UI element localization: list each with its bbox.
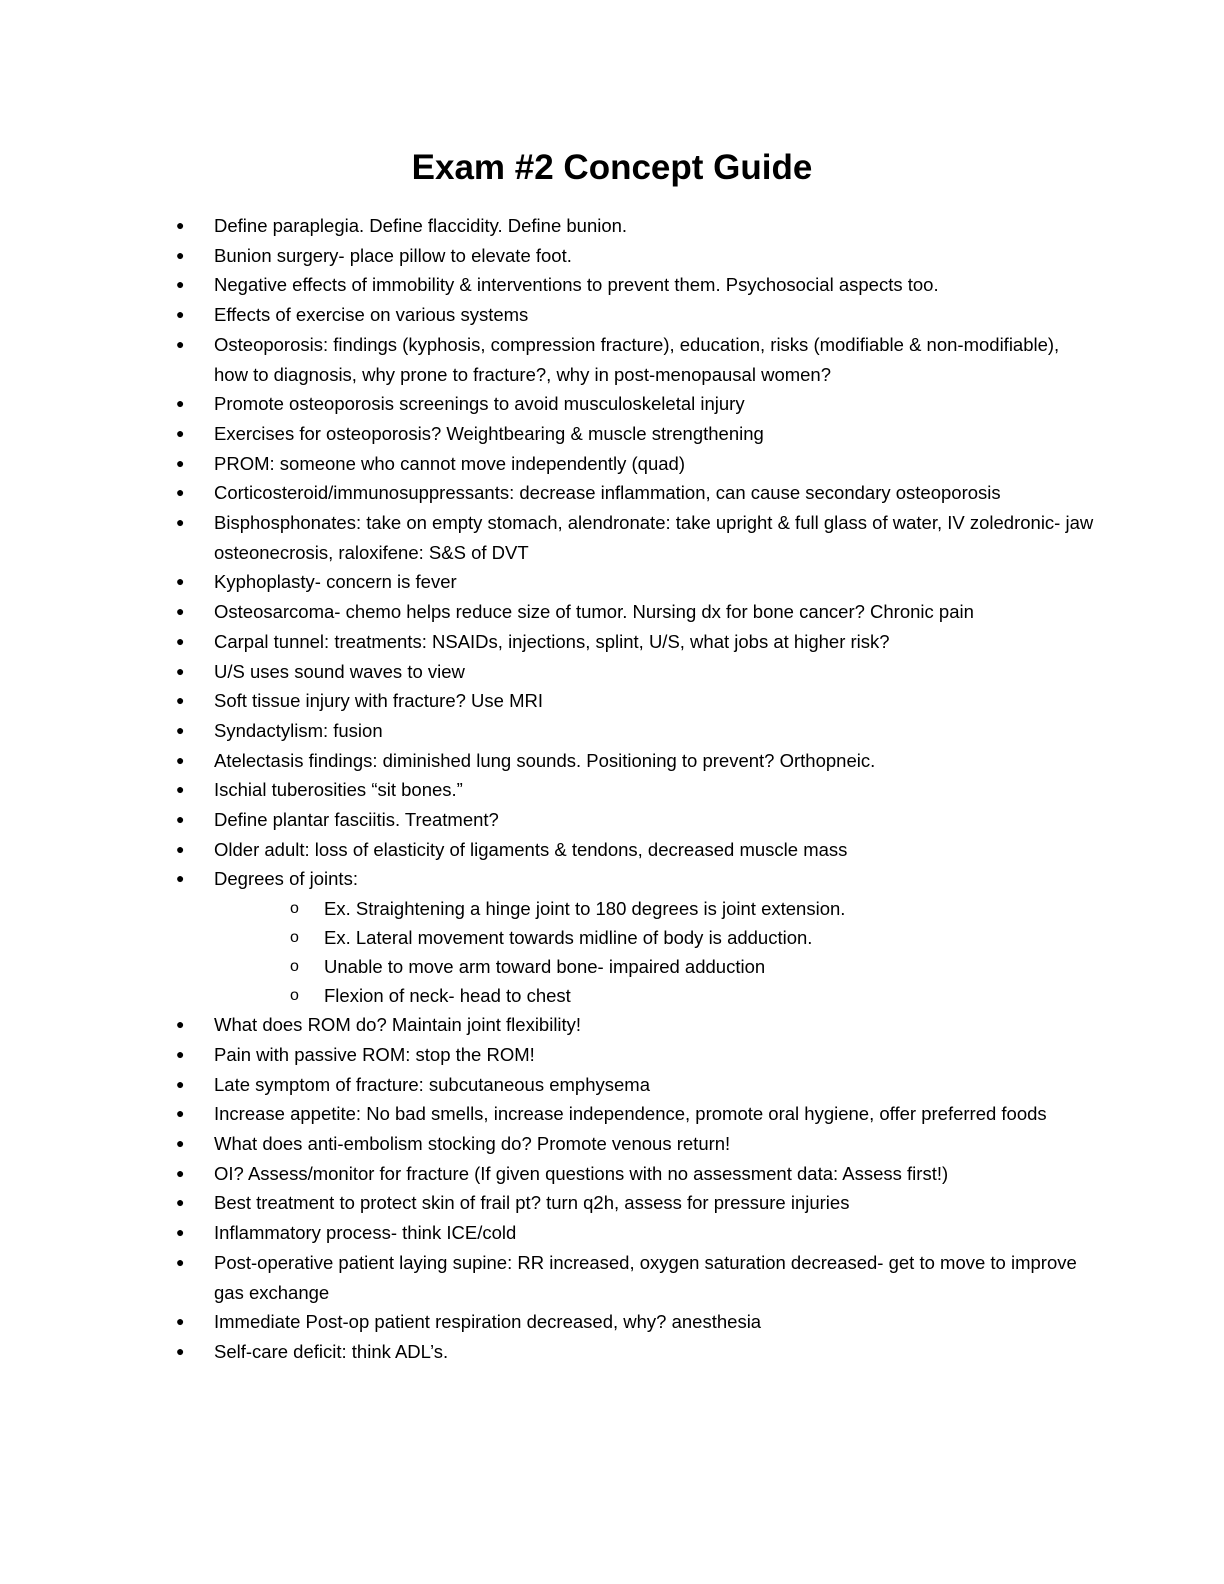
bullet-icon: ● xyxy=(176,1134,185,1151)
list-item-text: Soft tissue injury with fracture? Use MRI xyxy=(214,690,543,712)
list-item-text: Syndactylism: fusion xyxy=(214,719,383,741)
list-item xyxy=(176,657,1096,687)
list-item xyxy=(176,835,1096,865)
list-item xyxy=(176,627,1096,657)
bullet-icon: ● xyxy=(176,514,185,531)
sub-bullet-icon: o xyxy=(290,987,299,1005)
list-item-text: Effects of exercise on various systems xyxy=(214,304,529,326)
list-item-text: Corticosteroid/immunosuppressants: decrease inflammation, can cause secondary osteoporosis xyxy=(214,482,1001,504)
bullet-icon: ● xyxy=(176,1045,185,1062)
list-item xyxy=(176,1188,1096,1218)
list-item-text: PROM: someone who cannot move independently (quad) xyxy=(214,452,685,474)
bullet-icon: ● xyxy=(176,692,185,709)
bullet-icon: ● xyxy=(176,1313,185,1330)
list-item xyxy=(176,508,1096,567)
bullet-icon: ● xyxy=(176,811,185,828)
list-item xyxy=(176,775,1096,805)
sublist-item-text: Unable to move arm toward bone- impaired adduction xyxy=(324,956,766,978)
bullet-icon: ● xyxy=(176,840,185,857)
list-item xyxy=(176,597,1096,627)
bullet-icon: ● xyxy=(176,276,185,293)
list-item-text: Inflammatory process- think ICE/cold xyxy=(214,1222,517,1244)
bullet-icon: ● xyxy=(176,1075,185,1092)
bullet-icon: ● xyxy=(176,751,185,768)
bullet-icon: ● xyxy=(176,1253,185,1270)
sublist-item-text: Flexion of neck- head to chest xyxy=(324,985,571,1007)
list-item-text: Define paraplegia. Define flaccidity. Define bunion. xyxy=(214,215,628,236)
list-item xyxy=(176,270,1096,300)
list-item-text: Ischial tuberosities “sit bones.” xyxy=(214,779,463,801)
bullet-icon: ● xyxy=(176,1105,185,1122)
list-item-text: Osteoporosis: findings (kyphosis, compression fracture), education, risks (modifiable & non-modifiable), how to diagnosis, why prone to fracture?, why in post-menopausal women? xyxy=(214,333,1060,385)
list-item xyxy=(176,1159,1096,1189)
list-item xyxy=(176,241,1096,271)
list-item xyxy=(176,1337,1096,1367)
bullet-icon: ● xyxy=(176,454,185,471)
bullet-icon: ● xyxy=(176,573,185,590)
list-item xyxy=(176,1040,1096,1070)
bullet-icon: ● xyxy=(176,603,185,620)
bullet-icon: ● xyxy=(176,246,185,263)
list-item xyxy=(176,1099,1096,1129)
bullet-icon: ● xyxy=(176,306,185,323)
list-item xyxy=(176,478,1096,508)
list-item-text: Osteosarcoma- chemo helps reduce size of tumor. Nursing dx for bone cancer? Chronic pain xyxy=(214,601,974,623)
list-item-text: Degrees of joints: xyxy=(214,868,358,890)
list-item xyxy=(176,419,1096,449)
bullet-icon: ● xyxy=(176,424,185,441)
bullet-icon: ● xyxy=(176,721,185,738)
list-item-text: Exercises for osteoporosis? Weightbearing & muscle strengthening xyxy=(214,422,764,444)
list-item xyxy=(176,1010,1096,1040)
list-item-text: OI? Assess/monitor for fracture (If given questions with no assessment data: Assess first!) xyxy=(214,1162,949,1184)
bullet-icon: ● xyxy=(176,1194,185,1211)
concept-list xyxy=(176,211,1096,1367)
list-item-text: Promote osteoporosis screenings to avoid musculoskeletal injury xyxy=(214,393,745,415)
bullet-icon: ● xyxy=(176,1342,185,1359)
bullet-icon: ● xyxy=(176,1016,185,1033)
list-item xyxy=(176,567,1096,597)
bullet-icon: ● xyxy=(176,662,185,679)
list-item-text: U/S uses sound waves to view xyxy=(214,660,465,682)
sub-bullet-icon: o xyxy=(290,958,299,976)
sublist-item xyxy=(214,981,1096,1010)
bullet-icon: ● xyxy=(176,781,185,798)
list-item xyxy=(176,716,1096,746)
list-item xyxy=(176,1248,1096,1307)
sub-bullet-icon: o xyxy=(290,900,299,918)
sublist-item-text: Ex. Straightening a hinge joint to 180 degrees is joint extension. xyxy=(324,898,846,920)
list-item-text: Pain with passive ROM: stop the ROM! xyxy=(214,1043,535,1065)
list-item xyxy=(176,686,1096,716)
list-item-text: Carpal tunnel: treatments: NSAIDs, injections, splint, U/S, what jobs at higher risk? xyxy=(214,630,890,652)
list-item xyxy=(176,389,1096,419)
list-item-text: Increase appetite: No bad smells, increase independence, promote oral hygiene, offer preferred foods xyxy=(214,1103,1047,1125)
list-item xyxy=(176,330,1096,389)
bullet-icon: ● xyxy=(176,870,185,887)
bullet-icon: ● xyxy=(176,217,185,233)
list-item xyxy=(176,1307,1096,1337)
sub-bullet-icon: o xyxy=(290,929,299,947)
bullet-icon: ● xyxy=(176,395,185,412)
list-item-text: Older adult: loss of elasticity of ligaments & tendons, decreased muscle mass xyxy=(214,838,848,860)
list-item xyxy=(176,1129,1096,1159)
list-item xyxy=(176,449,1096,479)
bullet-icon: ● xyxy=(176,484,185,501)
bullet-icon: ● xyxy=(176,1164,185,1181)
bullet-icon: ● xyxy=(176,335,185,352)
list-item-text: Self-care deficit: think ADL’s. xyxy=(214,1340,449,1362)
list-item xyxy=(176,211,1096,241)
list-item xyxy=(176,1070,1096,1100)
sublist-item xyxy=(214,952,1096,981)
list-item-text: Define plantar fasciitis. Treatment? xyxy=(214,809,499,831)
list-item xyxy=(176,864,1096,1010)
list-item-text: Kyphoplasty- concern is fever xyxy=(214,571,457,593)
list-item xyxy=(176,300,1096,330)
list-item-text: Atelectasis findings: diminished lung sounds. Positioning to prevent? Orthopneic. xyxy=(214,749,876,771)
list-item xyxy=(176,805,1096,835)
list-item-text: Immediate Post-op patient respiration decreased, why? anesthesia xyxy=(214,1311,762,1333)
list-item-text: Bunion surgery- place pillow to elevate foot. xyxy=(214,244,572,266)
degrees-sublist xyxy=(214,894,1096,1010)
bullet-icon: ● xyxy=(176,632,185,649)
list-item-text: Bisphosphonates: take on empty stomach, alendronate: take upright & full glass of water, IV zoledronic- jaw osteonecrosis, raloxifene: S&S of DVT xyxy=(214,512,1094,563)
list-item-text: Negative effects of immobility & interventions to prevent them. Psychosocial aspects too. xyxy=(214,274,939,296)
list-item-text: What does anti-embolism stocking do? Promote venous return! xyxy=(214,1132,731,1154)
list-item xyxy=(176,746,1096,776)
sublist-item-text: Ex. Lateral movement towards midline of body is adduction. xyxy=(324,927,813,949)
sublist-item xyxy=(214,923,1096,952)
list-item xyxy=(176,1218,1096,1248)
list-item-text: Late symptom of fracture: subcutaneous emphysema xyxy=(214,1073,650,1095)
sublist-item xyxy=(214,894,1096,923)
list-item-text: Best treatment to protect skin of frail pt? turn q2h, assess for pressure injuries xyxy=(214,1192,850,1214)
bullet-icon: ● xyxy=(176,1224,185,1241)
list-item-text: What does ROM do? Maintain joint flexibility! xyxy=(214,1014,582,1036)
list-item-text: Post-operative patient laying supine: RR increased, oxygen saturation decreased- get to move to improve gas exchange xyxy=(214,1251,1077,1303)
page-title: Exam #2 Concept Guide xyxy=(411,148,813,187)
